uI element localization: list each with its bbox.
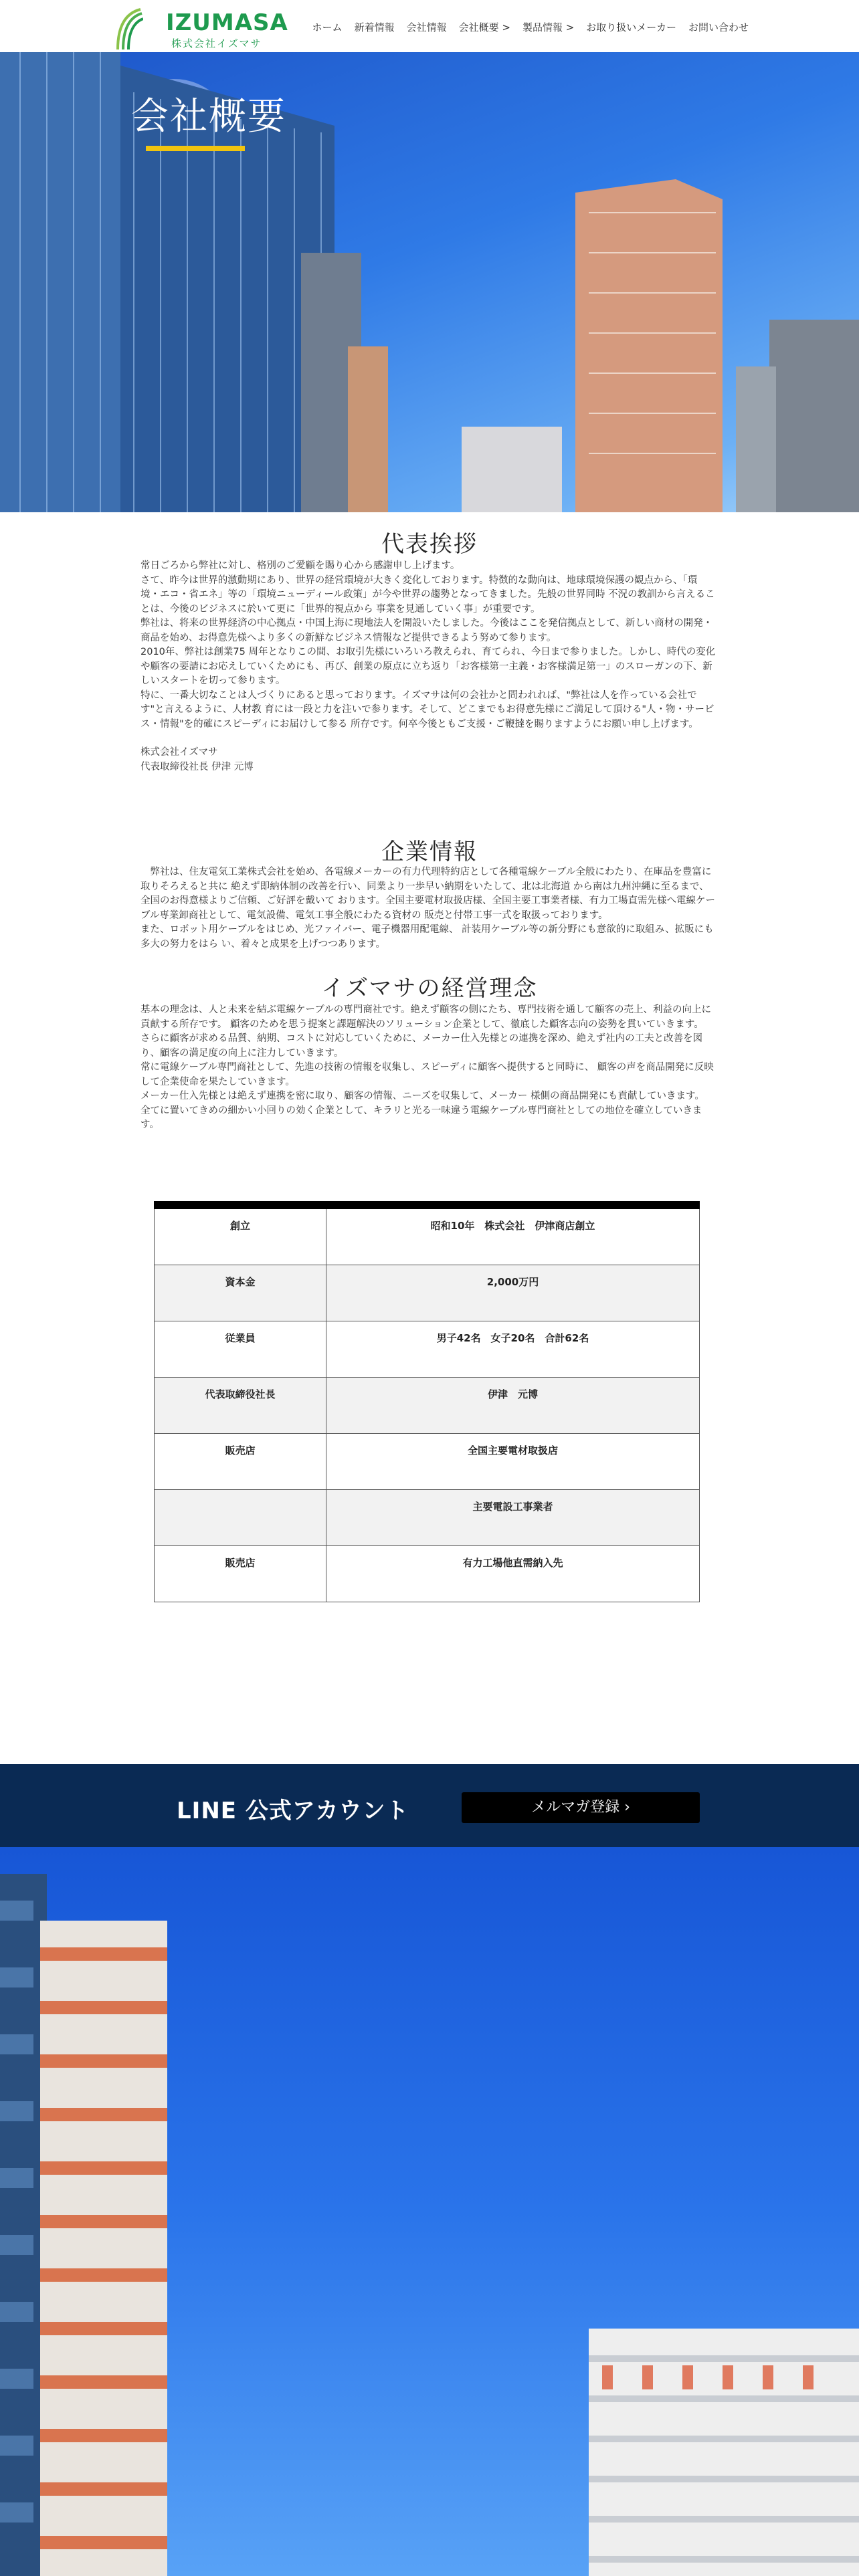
- table-label: 創立: [154, 1209, 326, 1265]
- table-row: [154, 1490, 700, 1546]
- greeting-paragraph: 常日ごろから弊社に対し、格別のご愛顧を賜り心から感謝申し上げます。: [140, 560, 460, 571]
- philosophy-title: イズマサの経営理念: [321, 975, 538, 1002]
- greeting-body: [140, 559, 716, 774]
- company-info-body: [140, 865, 716, 952]
- table-value: 2,000万円: [326, 1265, 700, 1321]
- line-official-account-link[interactable]: LINE 公式アカウント: [177, 1798, 409, 1824]
- philosophy-paragraph: 全てに置いてきめの細かい小回りの効く企業として、キラリと光る一味違う電線ケーブル専門商社としての地位を確立していきます。: [140, 1105, 702, 1130]
- table-row: [154, 1546, 700, 1602]
- site-header: [0, 0, 859, 52]
- nav-products[interactable]: 製品情報 >: [522, 21, 575, 33]
- main-nav: [306, 20, 755, 34]
- table-label: 代表取締役社長: [154, 1378, 326, 1433]
- nav-contact[interactable]: お問い合わせ: [688, 21, 749, 33]
- greeting-paragraph: 弊社は、将来の世界経済の中心拠点・中国上海に現地法人を開設いたしました。今後はここを発信拠点として、新しい商材の開発・商品を始め、お得意先様へより多くの新鮮なビジネス情報など提供できるよう努めて参ります。: [140, 618, 713, 643]
- apartment-buildings-image: [0, 1847, 859, 2576]
- greeting-paragraph: さて、昨今は世界的激動期にあり、世界の経営環境が大きく変化しております。特徴的な動向は、地球環境保護の観点から、「環境・エコ・省エネ」等の「環境ニューディール政策」が今や世界の趨勢となってきました。先般の世界同時 不況の教訓から言えることは、今後のビジネスに於いて更に「世界的視点から 事業を見通していく事」が重要です。: [140, 574, 715, 615]
- table-value: 全国主要電材取扱店: [326, 1434, 700, 1489]
- line-account-band: [0, 1764, 859, 1847]
- philosophy-paragraph: メーカー仕入先様とは絶えず連携を密に取り、顧客の情報、ニーズを収集して、メーカー 様側の商品開発にも貢献していきます。: [140, 1091, 704, 1101]
- greeting-company: 株式会社イズマサ: [140, 747, 218, 758]
- company-logo[interactable]: [114, 5, 288, 49]
- table-value: 男子42名 女子20名 合計62名: [326, 1321, 700, 1377]
- greeting-title: 代表挨拶: [381, 531, 478, 558]
- table-row: [154, 1209, 700, 1265]
- logo-subtitle: 株式会社イズマサ: [171, 37, 262, 49]
- greeting-paragraph: 特に、一番大切なことは人づくりにあると思っております。イズマサは何の会社かと問われれば、"弊社は人を作っている会社です"と言えるように、人材教 育には一段と力を注いで参ります。そして、どこまでもお得意先様にご満足して頂ける"人・物・サービス・情報"を的確にスピーディにお届けして参る 所存です。何卒今後ともご支援・ご鞭撻を賜りますようにお願い申し上げます。: [140, 689, 714, 730]
- title-underline: [146, 146, 245, 151]
- table-label: 販売店: [154, 1546, 326, 1602]
- table-value: 伊津 元博: [326, 1378, 700, 1433]
- nav-home[interactable]: ホーム: [312, 21, 343, 33]
- table-row: [154, 1265, 700, 1321]
- nav-makers[interactable]: お取り扱いメーカー: [586, 21, 676, 33]
- table-value: 主要電設工事業者: [326, 1490, 700, 1545]
- philosophy-paragraph: 基本の理念は、人と未来を結ぶ電線ケーブルの専門商社です。絶えず顧客の側にたち、専門技術を通して顧客の売上、利益の向上に貢献する所存です。 顧客のためを思う提案と課題解決のソリューション企業として、徹底した顧客志向の姿勢を貫いていきます。: [140, 1004, 712, 1030]
- table-row: [154, 1378, 700, 1434]
- table-value: 有力工場他直需納入先: [326, 1546, 700, 1602]
- city-skyline-image: [0, 52, 859, 512]
- table-label: 従業員: [154, 1321, 326, 1377]
- company-info-paragraph: また、ロボット用ケーブルをはじめ、光ファイバー、電子機器用配電線、 計装用ケーブル等の新分野にも意欲的に取組み、拡販にも多大の努力をはら い、着々と成果を上げつつあります。: [140, 924, 714, 950]
- philosophy-paragraph: 常に電線ケーブル専門商社として、先進の技術の情報を収集し、スピーディに顧客へ提供すると同時に、 顧客の声を商品開発に反映して企業使命を果たしていきます。: [140, 1062, 714, 1087]
- table-label: 資本金: [154, 1265, 326, 1321]
- newsletter-button[interactable]: メルマガ登録 ›: [462, 1792, 700, 1823]
- table-label: [154, 1490, 326, 1545]
- philosophy-body: [140, 1003, 716, 1133]
- nav-news[interactable]: 新着情報: [354, 21, 395, 33]
- table-row: [154, 1321, 700, 1378]
- philosophy-paragraph: さらに顧客が求める品質、納期、コストに対応していくために、メーカー仕入先様との連携を深め、絶えず社内の工夫と改善を図り、顧客の満足度の向上に注力していきます。: [140, 1033, 703, 1059]
- page-title: 会社概要: [131, 95, 286, 138]
- table-value: 昭和10年 株式会社 伊津商店創立: [326, 1209, 700, 1265]
- greeting-signature: 代表取締役社長 伊津 元博: [140, 761, 254, 772]
- logo-name: IZUMASA: [166, 9, 288, 36]
- company-info-paragraph: 弊社は、住友電気工業株式会社を始め、各電線メーカーの有力代理特約店として各種電線ケーブル全般にわたり、在庫品を豊富に取りそろえると共に 絶えず即納体制の改善を行い、同業より一歩早い納期をいたして、北は北海道 から南は九州沖縄に至るまで、全国のお得意様よりご信頼、ご好評を戴いて おります。全国主要電材取扱店様、全国主要工事業者様、有力工場直需先様へ電線ケーブル専業卸商社として、電気設備、電気工事全般にわたる資材の 販売と付帯工事一式を取扱っております。: [140, 867, 715, 921]
- logo-mark-icon: [114, 8, 143, 49]
- company-info-title: 企業情報: [381, 839, 478, 865]
- table-row: [154, 1434, 700, 1490]
- table-label: 販売店: [154, 1434, 326, 1489]
- company-info-table: [154, 1201, 700, 1602]
- hero-banner: [0, 52, 859, 512]
- nav-company-info[interactable]: 会社情報: [406, 21, 447, 33]
- nav-company-overview[interactable]: 会社概要 >: [458, 21, 510, 33]
- footer-city-image: [0, 1847, 859, 2576]
- greeting-paragraph: 2010年、弊社は創業75 周年となりこの間、お取引先様にいろいろ教えられ、育てられ、今日まで参りました。しかし、時代の変化や顧客の要請にお応えしていくためにも、再び、創業の原点に立ち返り「お客様第一主義・お客様満足第一」のスローガンの下、新しいスタートを切って参ります。: [140, 647, 716, 686]
